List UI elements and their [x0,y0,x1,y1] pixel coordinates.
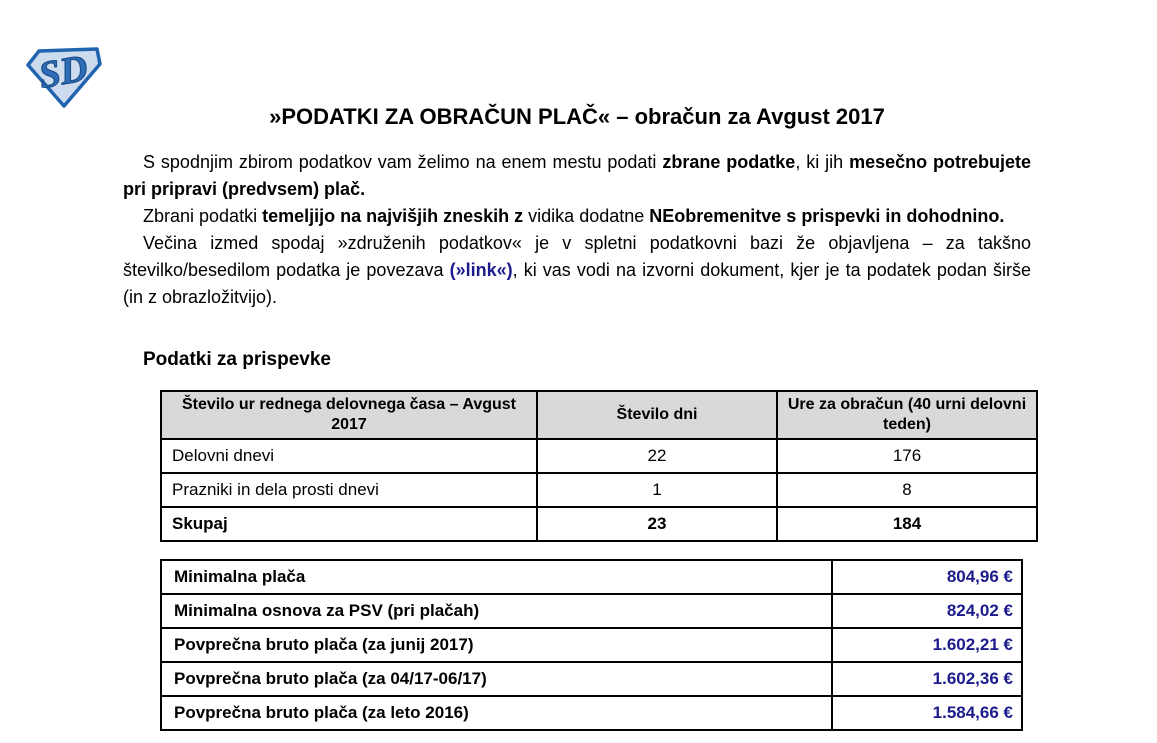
paragraph-text: , ki jih [795,152,850,172]
paragraph-text: vidika dodatne [523,206,650,226]
document-content [123,102,1031,731]
row-amount-link[interactable]: 1.602,36 € [832,662,1022,696]
paragraph-basis [123,203,1031,230]
header-cell-days: Število dni [537,391,777,439]
section-heading-contributions: Podatki za prispevke [143,349,331,370]
table-row-average-gross-2016 [161,696,1022,730]
paragraph-text: , ki vas vodi na izvorni dokument, kjer je ta podatek podan širše (in z obrazložitvijo). [123,260,1031,307]
paragraph-text-bold: zbrane podatke [662,152,796,172]
row-days-value: 23 [537,507,777,541]
table-row-minimum-psv-base [161,594,1022,628]
row-label: Delovni dnevi [161,439,537,473]
paragraph-text-bold: NEobremenitve s prispevki in dohodnino. [649,206,1005,226]
row-hours-value: 176 [777,439,1037,473]
row-label: Povprečna bruto plača (za leto 2016) [161,696,832,730]
paragraph-text: Večina izmed spodaj »združenih podatkov« je v spletni podatkovni bazi že objavljena – za takšno številko/besedilom podatka je povezava [123,233,1031,280]
link-reference[interactable]: (»link«) [449,260,513,280]
header-cell-hours: Ure za obračun (40 urni delovni teden) [777,391,1037,439]
table-row-average-gross-quarter [161,662,1022,696]
paragraph-text: Zbrani podatki [143,206,263,226]
row-amount-link[interactable]: 824,02 € [832,594,1022,628]
row-label: Prazniki in dela prosti dnevi [161,473,537,507]
row-label: Povprečna bruto plača (za junij 2017) [161,628,832,662]
header-cell-period: Število ur rednega delovnega časa – Avgust 2017 [161,391,537,439]
table-row-minimum-wage [161,560,1022,594]
working-hours-table [160,390,1038,542]
table-row-holidays [161,473,1037,507]
paragraph-intro [123,149,1031,203]
salary-amounts-table [160,559,1023,731]
row-label: Skupaj [161,507,537,541]
paragraph-text-bold: temeljijo na najvišjih zneskih z [262,206,524,226]
row-amount-link[interactable]: 1.602,21 € [832,628,1022,662]
table-header-row [161,391,1037,439]
table-row-working-days [161,439,1037,473]
table-row-average-gross-june [161,628,1022,662]
paragraph-text: S spodnjim zbirom podatkov vam želimo na enem mestu podati [143,152,663,172]
paragraph-text-bold: mesečno potrebujete pri pripravi (predvsem) plač. [123,152,1032,199]
paragraph-links-info [123,230,1031,311]
row-label: Povprečna bruto plača (za 04/17-06/17) [161,662,832,696]
sd-company-logo [25,46,103,110]
row-amount-link[interactable]: 1.584,66 € [832,696,1022,730]
row-label: Minimalna plača [161,560,832,594]
logo-monogram: SD [35,47,91,97]
table-row-total [161,507,1037,541]
row-days-value: 1 [537,473,777,507]
row-label: Minimalna osnova za PSV (pri plačah) [161,594,832,628]
row-amount-link[interactable]: 804,96 € [832,560,1022,594]
row-hours-value: 8 [777,473,1037,507]
row-days-value: 22 [537,439,777,473]
page-title: »PODATKI ZA OBRAČUN PLAČ« – obračun za Avgust 2017 [269,104,885,129]
row-hours-value: 184 [777,507,1037,541]
